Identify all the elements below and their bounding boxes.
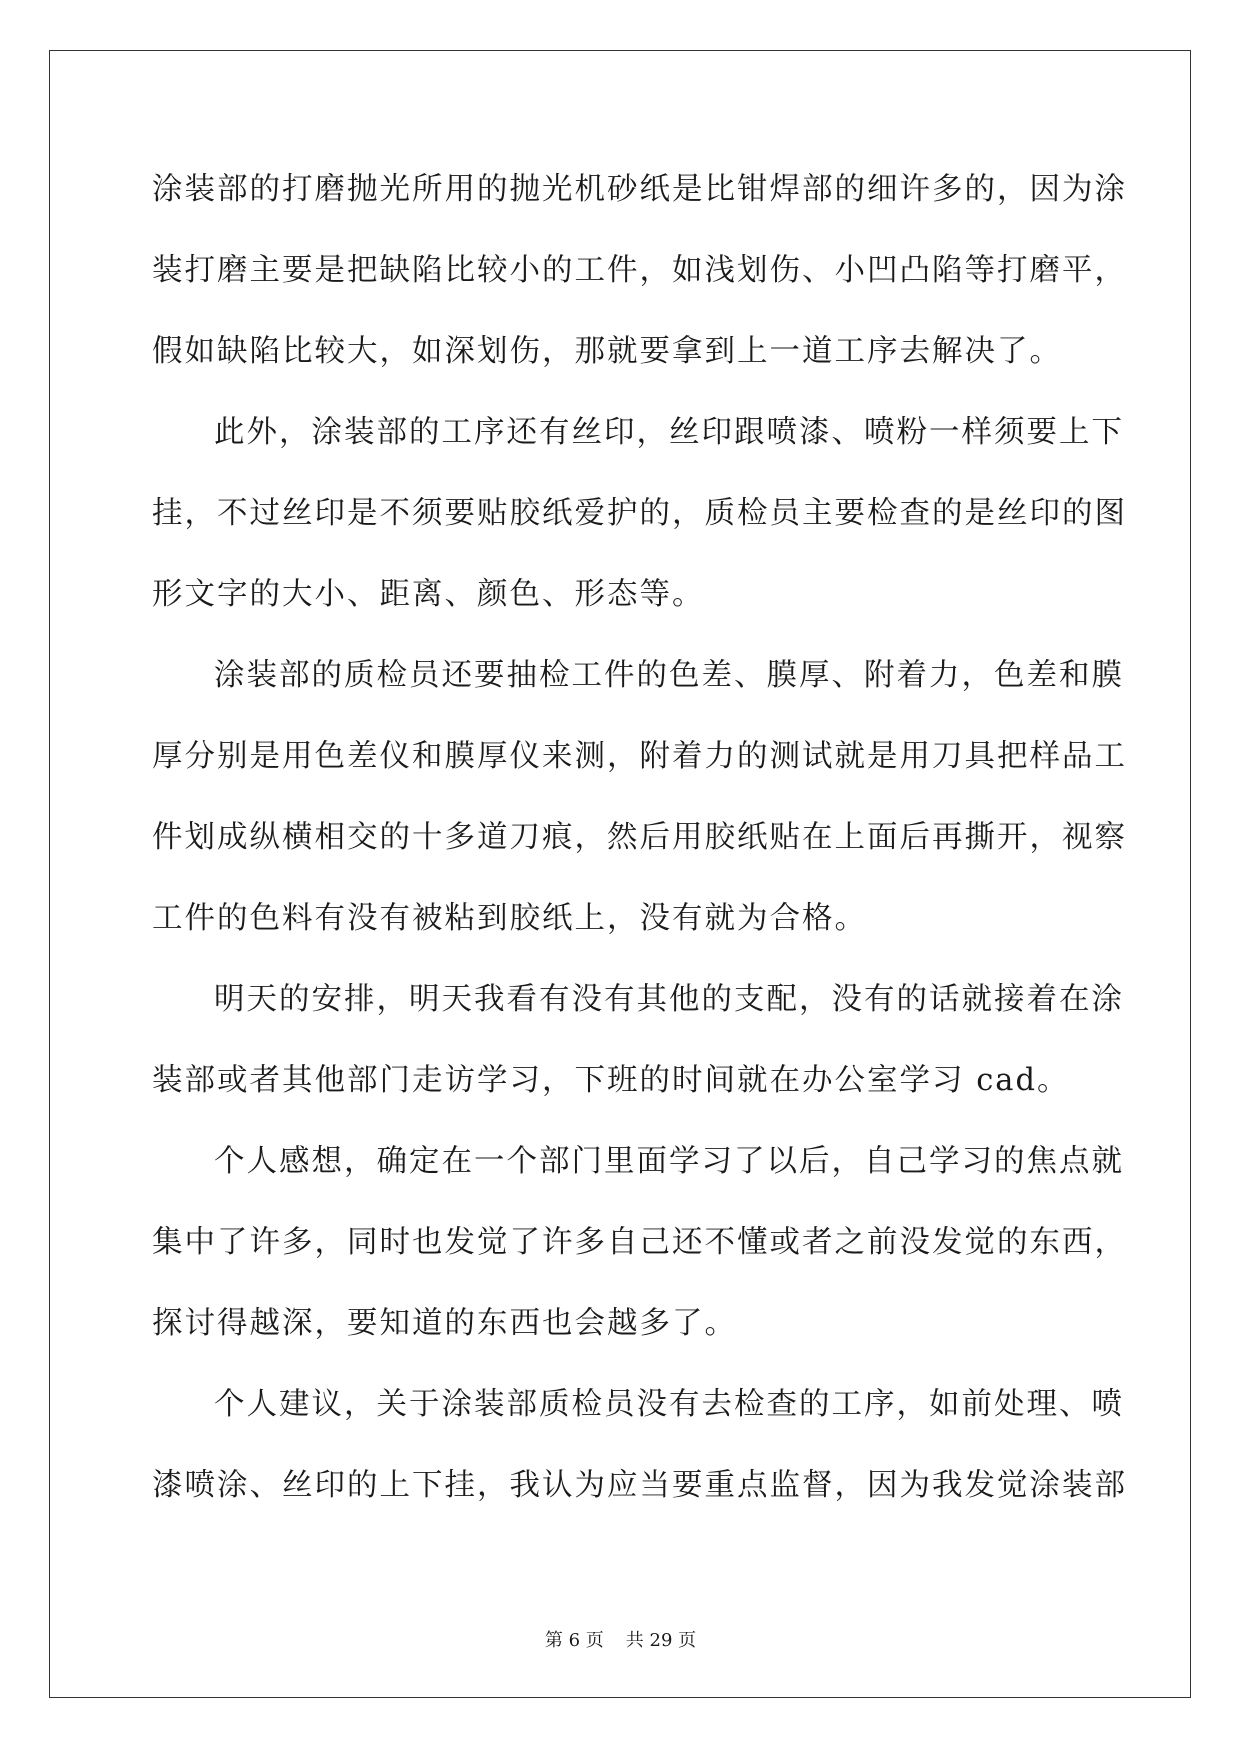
text-line: 涂装部的打磨抛光所用的抛光机砂纸是比钳焊部的细许多的，因为涂 bbox=[152, 172, 1127, 207]
text-line: 探讨得越深，要知道的东西也会越多了。 bbox=[152, 1306, 737, 1341]
paragraph-start-line: 此外，涂装部的工序还有丝印，丝印跟喷漆、喷粉一样须要上下 bbox=[214, 415, 1124, 450]
text-line: 厚分别是用色差仪和膜厚仪来测，附着力的测试就是用刀具把样品工 bbox=[152, 739, 1127, 774]
paragraph-start-line: 涂装部的质检员还要抽检工件的色差、膜厚、附着力，色差和膜 bbox=[214, 658, 1124, 693]
page-footer bbox=[0, 1626, 1241, 1652]
text-line: 形文字的大小、距离、颜色、形态等。 bbox=[152, 577, 705, 612]
text-line: 漆喷涂、丝印的上下挂，我认为应当要重点监督，因为我发觉涂装部 bbox=[152, 1468, 1127, 1503]
text-line: 件划成纵横相交的十多道刀痕，然后用胶纸贴在上面后再撕开，视察 bbox=[152, 820, 1127, 855]
paragraph-start-line: 个人感想，确定在一个部门里面学习了以后，自己学习的焦点就 bbox=[214, 1144, 1124, 1179]
text-line: 假如缺陷比较大，如深划伤，那就要拿到上一道工序去解决了。 bbox=[152, 334, 1062, 369]
document-body bbox=[152, 158, 1127, 1535]
paragraph-start-line: 个人建议，关于涂装部质检员没有去检查的工序，如前处理、喷 bbox=[214, 1387, 1124, 1422]
text-line: 集中了许多，同时也发觉了许多自己还不懂或者之前没发觉的东西， bbox=[152, 1225, 1127, 1260]
text-line: 装部或者其他部门走访学习，下班的时间就在办公室学习 cad。 bbox=[152, 1063, 1070, 1098]
page-number: 第 6 页 bbox=[544, 1630, 604, 1651]
text-line: 装打磨主要是把缺陷比较小的工件，如浅划伤、小凹凸陷等打磨平， bbox=[152, 253, 1127, 288]
text-line: 工件的色料有没有被粘到胶纸上，没有就为合格。 bbox=[152, 901, 867, 936]
paragraph-start-line: 明天的安排，明天我看有没有其他的支配，没有的话就接着在涂 bbox=[214, 982, 1124, 1017]
page-total: 共 29 页 bbox=[625, 1630, 697, 1651]
text-line: 挂，不过丝印是不须要贴胶纸爱护的，质检员主要检查的是丝印的图 bbox=[152, 496, 1127, 531]
